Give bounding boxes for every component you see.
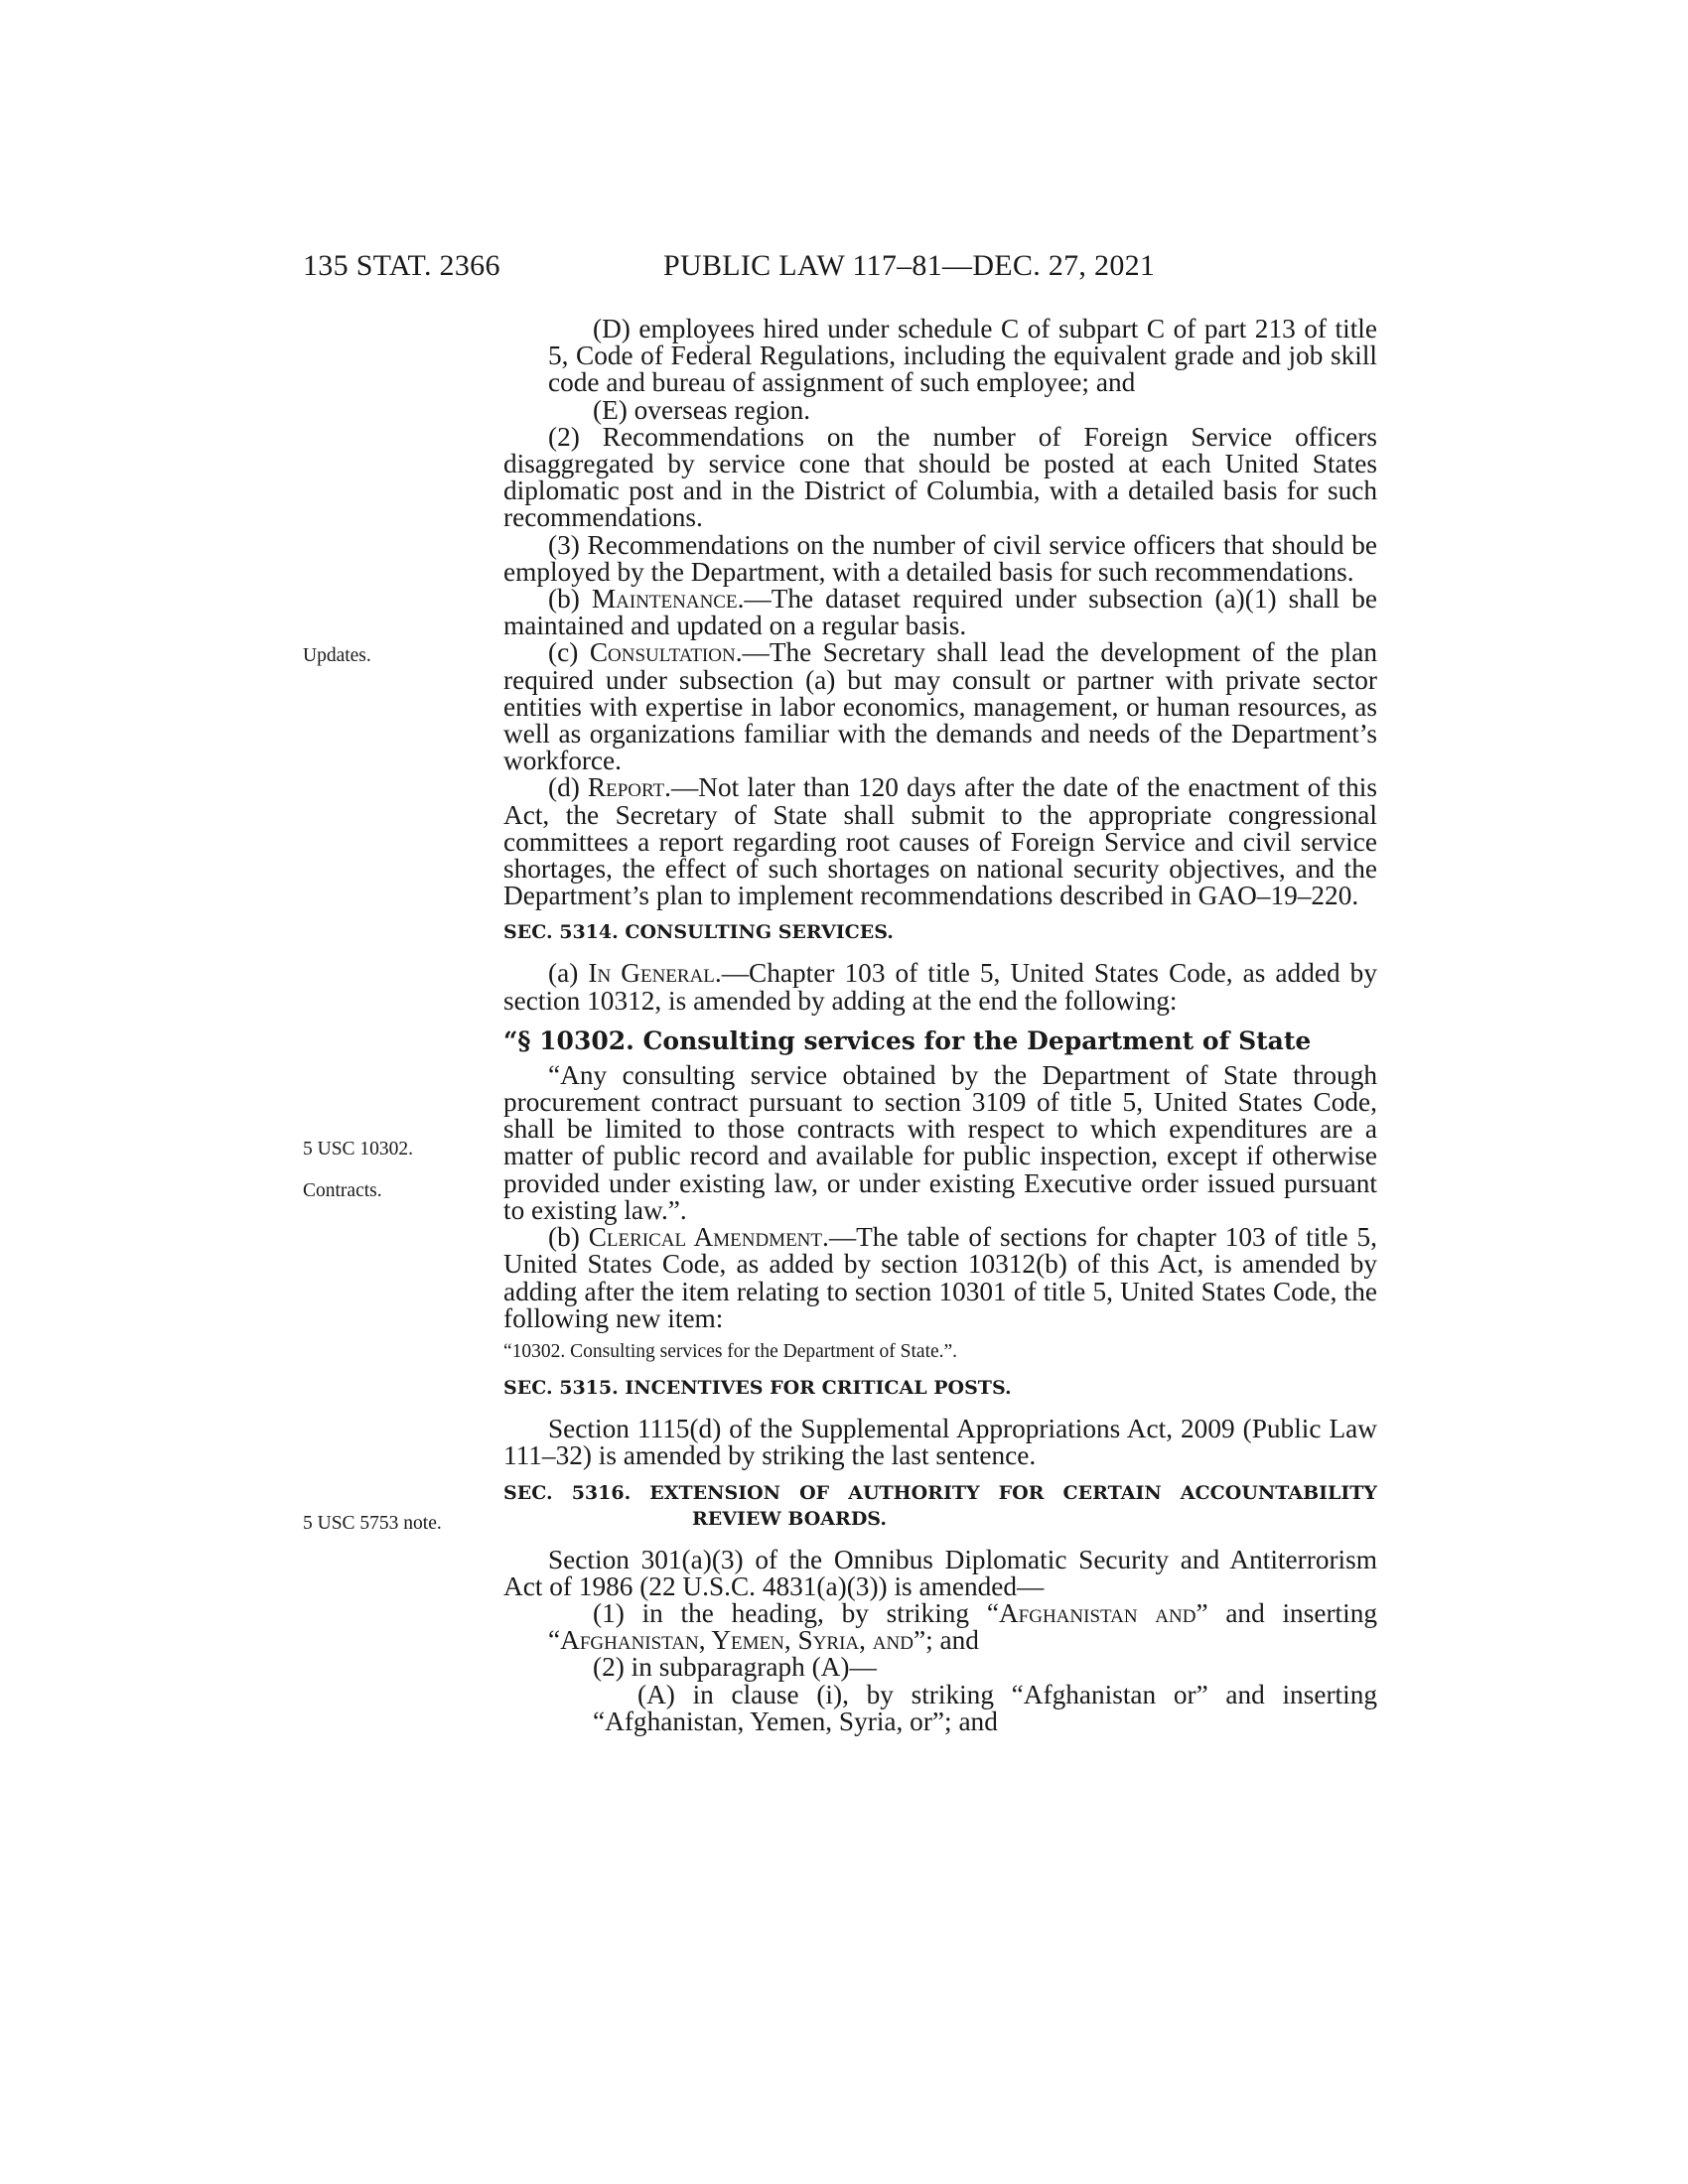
subsection-heading: Clerical Amendment	[588, 1222, 822, 1253]
margin-note-updates: Updates.	[303, 645, 371, 666]
quoted-section-text: “Any consulting service obtained by the Department of State through procurement contract pursuant to section 3109 of title 5, United States Code, shall be limited to those contracts with respect to which expenditures are a matter of public record and available for public inspection, except if otherwise provided under existing law, or under existing Executive order issued pursuant to existing law.”.	[503, 1059, 1377, 1225]
paragraph-2: (2) Recommendations on the number of Foreign Service officers disaggregated by service cone that should be posted at each United States diplomatic post and in the District of Columbia, with a detailed basis for such recommendations.	[503, 421, 1377, 533]
amendment-item-2a: (A) in clause (i), by striking “Afghanistan or” and inserting “Afghanistan, Yemen, Syria, or”; and	[593, 1679, 1377, 1736]
amendment-item-1	[503, 1597, 1377, 1656]
subsection-label: (b)	[548, 584, 592, 614]
margin-note-contracts: Contracts.	[303, 1180, 382, 1201]
table-of-sections-item: “10302. Consulting services for the Department of State.”.	[503, 1340, 958, 1362]
subparagraph-e: (E) overseas region.	[593, 394, 811, 425]
subsection-heading: In General	[588, 958, 715, 989]
subsection-label: (d)	[548, 772, 588, 803]
subsection-label: (c)	[548, 637, 590, 668]
inserted-heading-text: Afghanistan, Yemen, Syria, and	[560, 1625, 914, 1656]
body-text	[503, 316, 1377, 1735]
subsection-heading: Maintenance	[591, 584, 738, 614]
subsection-text: .—Not later than 120 days after the date of the enactment of this Act, the Secretary of State shall submit to the appropriate congressional committees a report regarding root causes of Foreign Service and civil service shortages, the effect of such shortages on national security objectives, and the Department’s plan to implement recommendations described in GAO–19–220.	[503, 772, 1377, 911]
subsection-text: .—The table of sections for chapter 103 of title 5, United States Code, as added by section 10312(b) of this Act, is amended by adding after the item relating to section 10301 of title 5, United States Code, the following new item:	[503, 1222, 1377, 1333]
subsection-heading: Report	[587, 772, 665, 803]
subsection-text: .—The dataset required under subsection (a)(1) shall be maintained and updated on a regular basis.	[503, 584, 1377, 641]
margin-note-usc-5753: 5 USC 5753 note.	[303, 1513, 442, 1534]
subsection-label: (b)	[548, 1222, 589, 1253]
subsection-d-report	[503, 774, 1377, 909]
amendment-item-2: (2) in subparagraph (A)—	[593, 1652, 877, 1683]
item-text: (1) in the heading, by striking “	[593, 1597, 999, 1628]
subsection-c-consultation	[503, 639, 1377, 774]
struck-heading-text: Afghanistan and	[998, 1597, 1196, 1628]
margin-note-usc-10302: 5 USC 10302.	[303, 1139, 414, 1160]
new-section-10302-heading: “§ 10302. Consulting services for the Department of State	[503, 1025, 1312, 1055]
subsection-text: .—The Secretary shall lead the development of the plan required under subsection (a) but may consult or partner with private sector entities with expertise in labor economics, management, or human resources, as well as organizations familiar with the demands and needs of the Department’s workforce.	[503, 637, 1377, 776]
law-title: PUBLIC LAW 117–81—DEC. 27, 2021	[663, 249, 1156, 282]
subparagraph-d: (D) employees hired under schedule C of subpart C of part 213 of title 5, Code of Federal Regulations, including the equivalent grade and job skill code and bureau of assignment of such employee; and	[548, 314, 1377, 398]
section-5314-heading: SEC. 5314. CONSULTING SERVICES.	[503, 921, 894, 944]
section-5315-heading: SEC. 5315. INCENTIVES FOR CRITICAL POSTS.	[503, 1377, 1012, 1400]
subsection-label: (a)	[548, 958, 589, 989]
subsection-b-clerical-amendment	[503, 1224, 1377, 1332]
subsection-b-maintenance	[503, 586, 1377, 639]
stat-page-number: 135 STAT. 2366	[303, 249, 500, 282]
section-5316-heading: SEC. 5316. EXTENSION OF AUTHORITY FOR CERTAIN ACCOUNTABILITY REVIEW BOARDS.	[503, 1481, 1377, 1530]
section-5315-text: Section 1115(d) of the Supplemental Appropriations Act, 2009 (Public Law 111–32) is amended by striking the last sentence.	[503, 1414, 1377, 1471]
subsection-text: .—Chapter 103 of title 5, United States Code, as added by section 10312, is amended by adding at the end the following:	[503, 958, 1377, 1016]
section-5316-text: Section 301(a)(3) of the Omnibus Diplomatic Security and Antiterrorism Act of 1986 (22 U.S.C. 4831(a)(3)) is amended—	[503, 1544, 1377, 1601]
subsection-heading: Consultation	[589, 637, 736, 668]
subsection-a-in-general	[503, 960, 1377, 1014]
item-text: ” and inserting “	[548, 1597, 1377, 1656]
paragraph-3: (3) Recommendations on the number of civil service officers that should be employed by the Department, with a detailed basis for such recommendations.	[503, 529, 1377, 587]
subparagraph-block	[503, 316, 1377, 424]
item-text: ”; and	[913, 1625, 979, 1656]
